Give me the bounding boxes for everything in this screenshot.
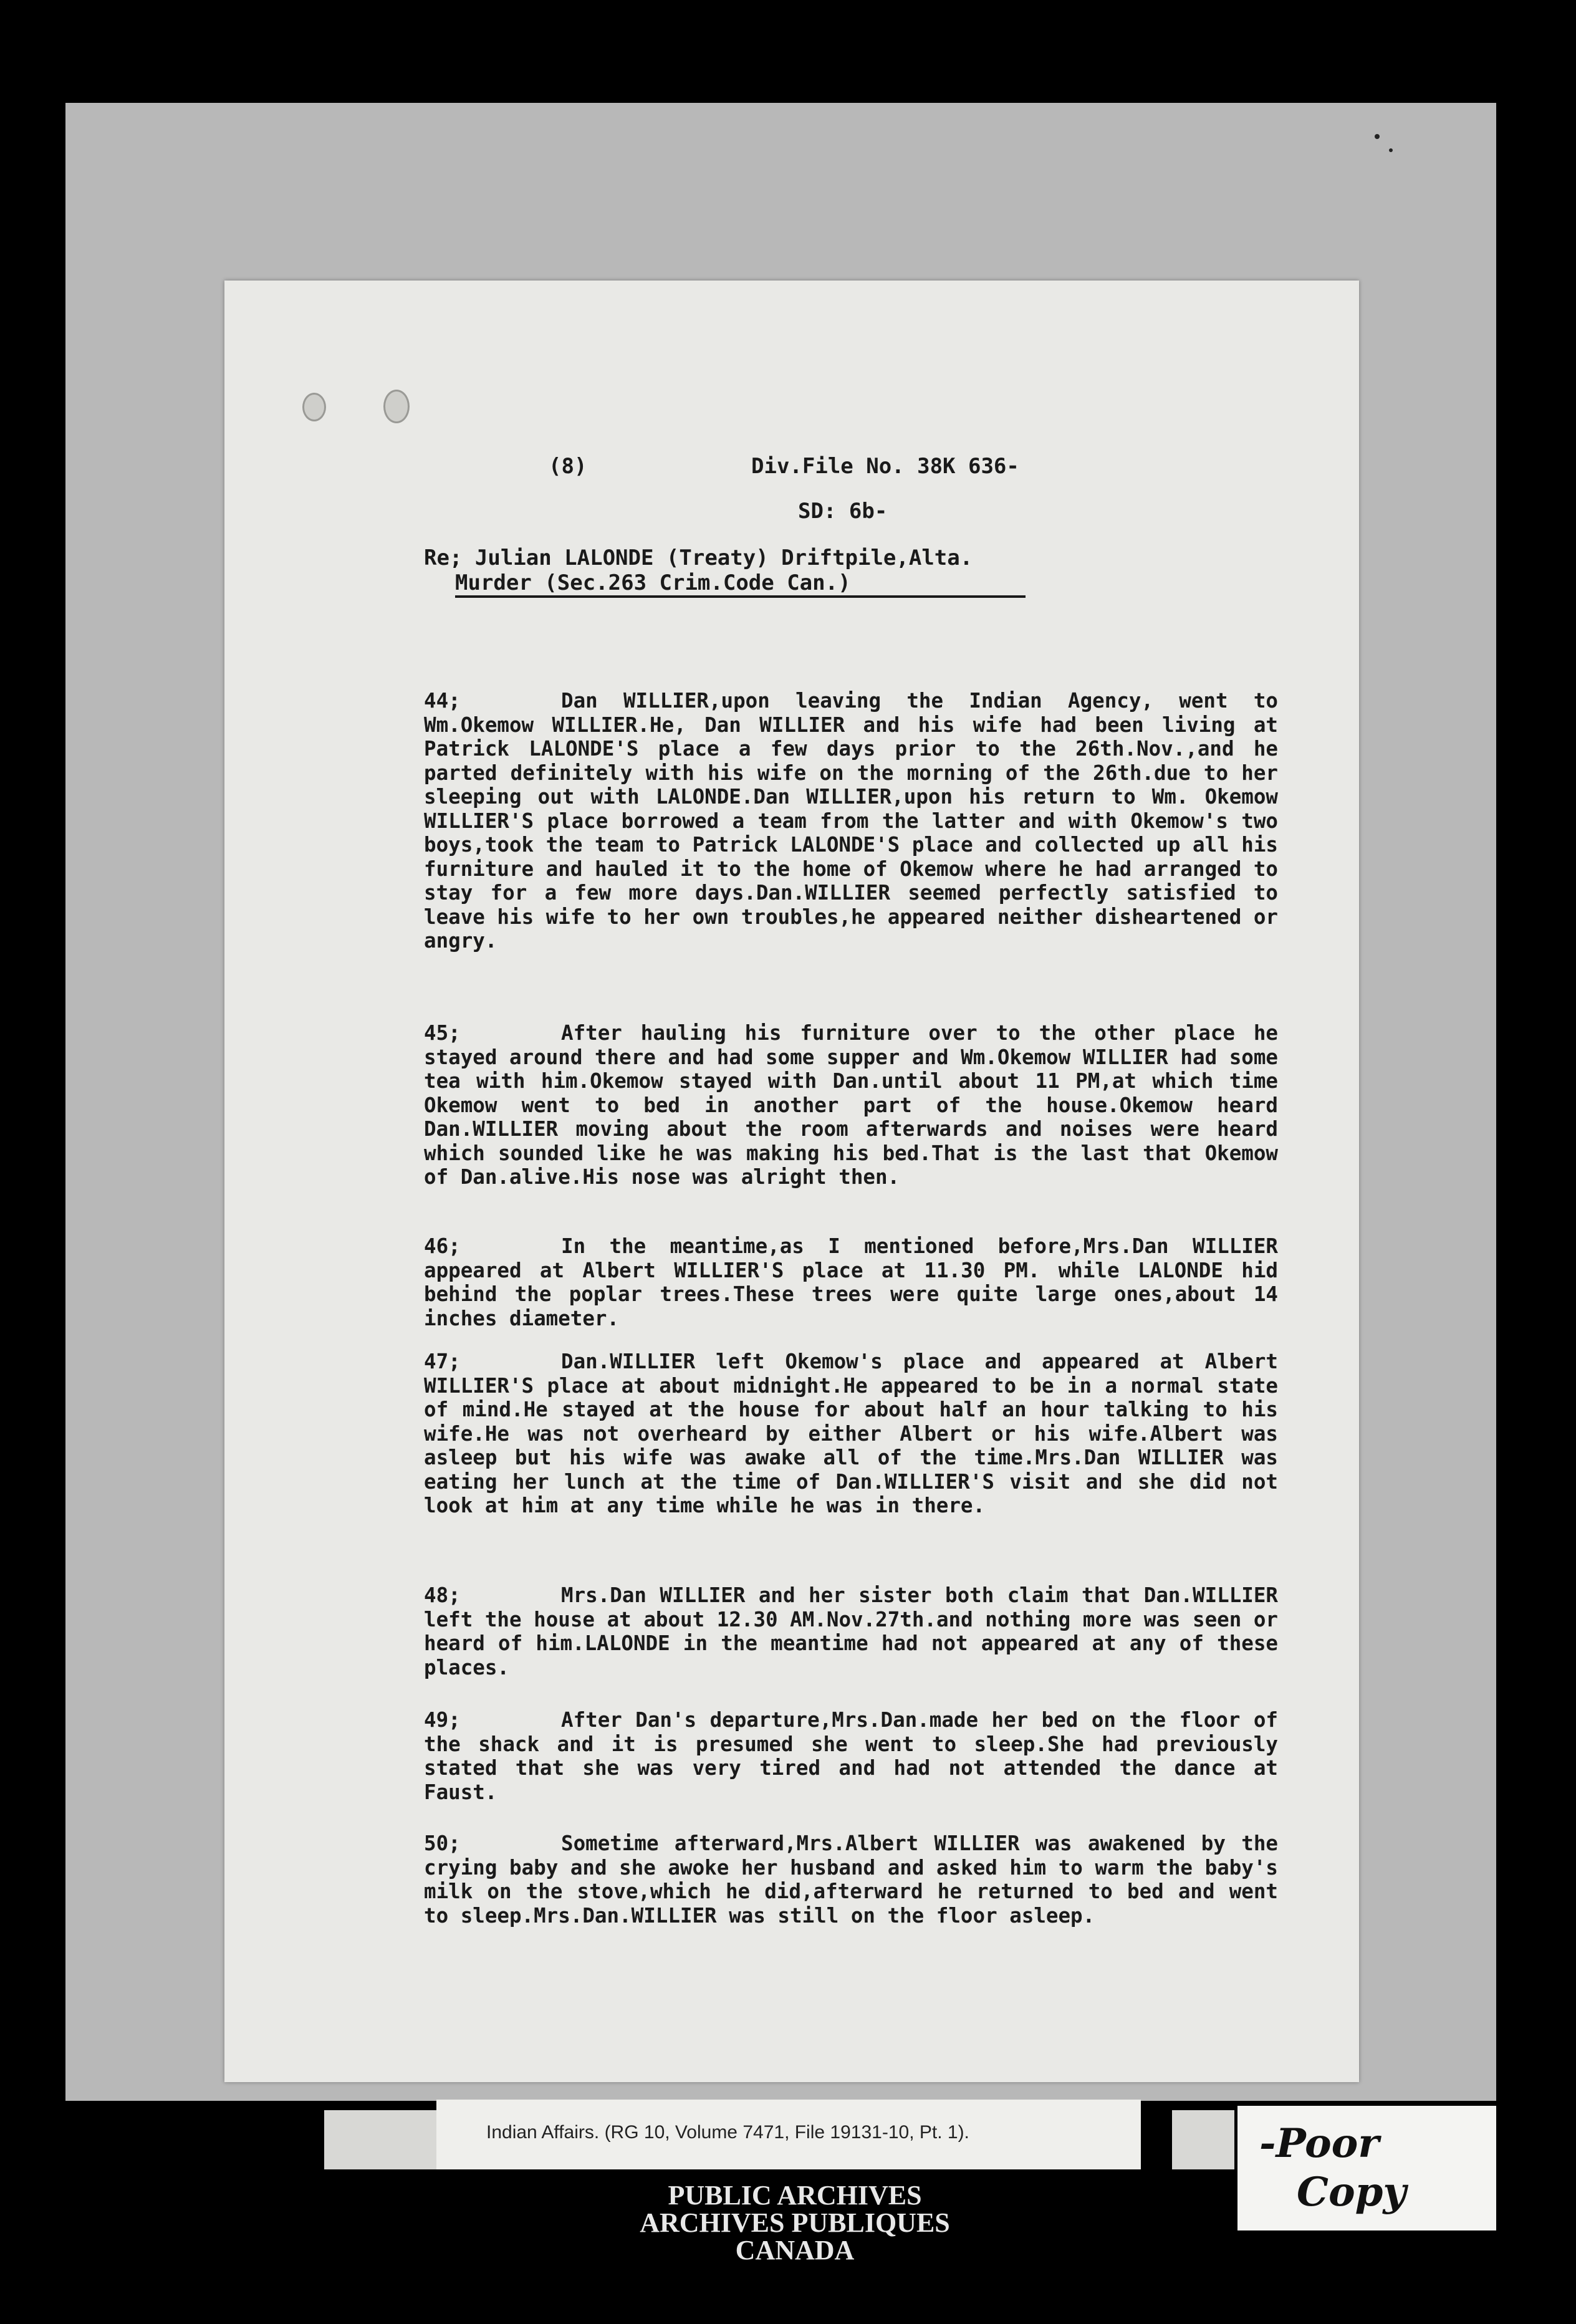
punch-hole-left — [302, 393, 326, 421]
paragraph-46 — [424, 1234, 1278, 1330]
paragraph-text: Mrs.Dan WILLIER and her sister both claim that Dan.WILLIER left the house at about 12.30 AM.Nov.27th.and nothing more was seen or heard of him.LALONDE in the meantime had not appeared at any of these places. — [424, 1583, 1278, 1679]
punch-hole-right — [383, 390, 410, 423]
archive-source-text: Indian Affairs. (RG 10, Volume 7471, File 19131-10, Pt. 1). — [486, 2122, 969, 2143]
paragraph-number: 50; — [424, 1832, 461, 1855]
page-number: (8) — [549, 454, 587, 479]
paragraph-50 — [424, 1832, 1278, 1928]
paragraph-text: Dan WILLIER,upon leaving the Indian Agency, went to Wm.Okemow WILLIER.He, Dan WILLIER and his wife had been living at Patrick LALONDE'S place a few days prior to the 26th.Nov.,and he parted definitely with his wife on the morning of the 26th.due to her sleeping out with LALONDE.Dan WILLIER,upon his return to Wm. Okemow WILLIER'S place borrowed a team from the latter and with Okemow's two boys,took the team to Patrick LALONDE'S place and collected up all his furniture and hauled it to the home of Okemow where he had arranged to stay for a few more days.Dan.WILLIER seemed perfectly satisfied to leave his wife to her own troubles,he appeared neither disheartened or angry. — [424, 689, 1278, 953]
paragraph-number: 48; — [424, 1583, 461, 1607]
paragraph-text: After Dan's departure,Mrs.Dan.made her bed on the floor of the shack and it is presumed she went to sleep.She had previously stated that she was very tired and had not attended the dance at Faust. — [424, 1708, 1278, 1804]
paragraph-text: After hauling his furniture over to the other place he stayed around there and had some supper and Wm.Okemow WILLIER had some tea with him.Okemow stayed with Dan.until about 11 PM,at which time Okemow went to bed in another part of the house.Okemow heard Dan.WILLIER moving about the room afterwards and noises were heard which sounded like he was making his bed.That is the last that Okemow of Dan.alive.His nose was alright then. — [424, 1021, 1278, 1189]
paragraph-number: 49; — [424, 1708, 461, 1732]
subject-underline — [455, 595, 1026, 598]
paragraph-text: In the meantime,as I mentioned before,Mrs.Dan WILLIER appeared at Albert WILLIER'S place at 11.30 PM. while LALONDE hid behind the poplar trees.These trees were quite large ones,about 14 inches diameter. — [424, 1234, 1278, 1330]
paragraph-47 — [424, 1350, 1278, 1518]
file-number: Div.File No. 38K 636- — [751, 454, 1019, 479]
mount-tab-right — [1172, 2110, 1234, 2169]
subject-line-charge: Murder (Sec.263 Crim.Code Can.) — [455, 570, 851, 595]
sd-reference: SD: 6b- — [798, 499, 888, 524]
poor-copy-line-1: -Poor — [1259, 2120, 1380, 2167]
paragraph-number: 44; — [424, 689, 461, 713]
paragraph-number: 47; — [424, 1350, 461, 1373]
poor-copy-note — [1237, 2106, 1496, 2230]
stamp-line-3: CANADA — [735, 2235, 855, 2265]
paragraph-48 — [424, 1583, 1278, 1679]
poor-copy-text — [1259, 2120, 1406, 2217]
paragraph-49 — [424, 1708, 1278, 1804]
archive-source-label — [436, 2100, 1141, 2169]
paragraph-text: Dan.WILLIER left Okemow's place and appeared at Albert WILLIER'S place at about midnight.He appeared to be in a normal state of mind.He stayed at the house for about half an hour talking to his wife.He was not overheard by either Albert or his wife.Albert was asleep but his wife was awake all of the time.Mrs.Dan WILLIER was eating her lunch at the time of Dan.WILLIER'S visit and she did not look at him at any time while he was in there. — [424, 1350, 1278, 1517]
poor-copy-line-2: Copy — [1297, 2169, 1406, 2216]
film-speck — [1375, 134, 1380, 139]
mount-tab-left — [324, 2110, 436, 2169]
stamp-line-2: ARCHIVES PUBLIQUES — [640, 2207, 950, 2238]
public-archives-stamp — [614, 2182, 976, 2264]
stamp-line-1: PUBLIC ARCHIVES — [668, 2180, 922, 2211]
paragraph-text: Sometime afterward,Mrs.Albert WILLIER was awakened by the crying baby and she awoke her husband and asked him to warm the baby's milk on the stove,which he did,afterward he returned to bed and went to sleep.Mrs.Dan.WILLIER was still on the floor asleep. — [424, 1832, 1278, 1928]
paragraph-number: 45; — [424, 1021, 461, 1045]
subject-line: Re; Julian LALONDE (Treaty) Driftpile,Alta. — [424, 545, 973, 570]
paragraph-45 — [424, 1021, 1278, 1189]
paragraph-44 — [424, 689, 1278, 953]
paragraph-number: 46; — [424, 1234, 461, 1258]
film-speck — [1389, 148, 1393, 152]
